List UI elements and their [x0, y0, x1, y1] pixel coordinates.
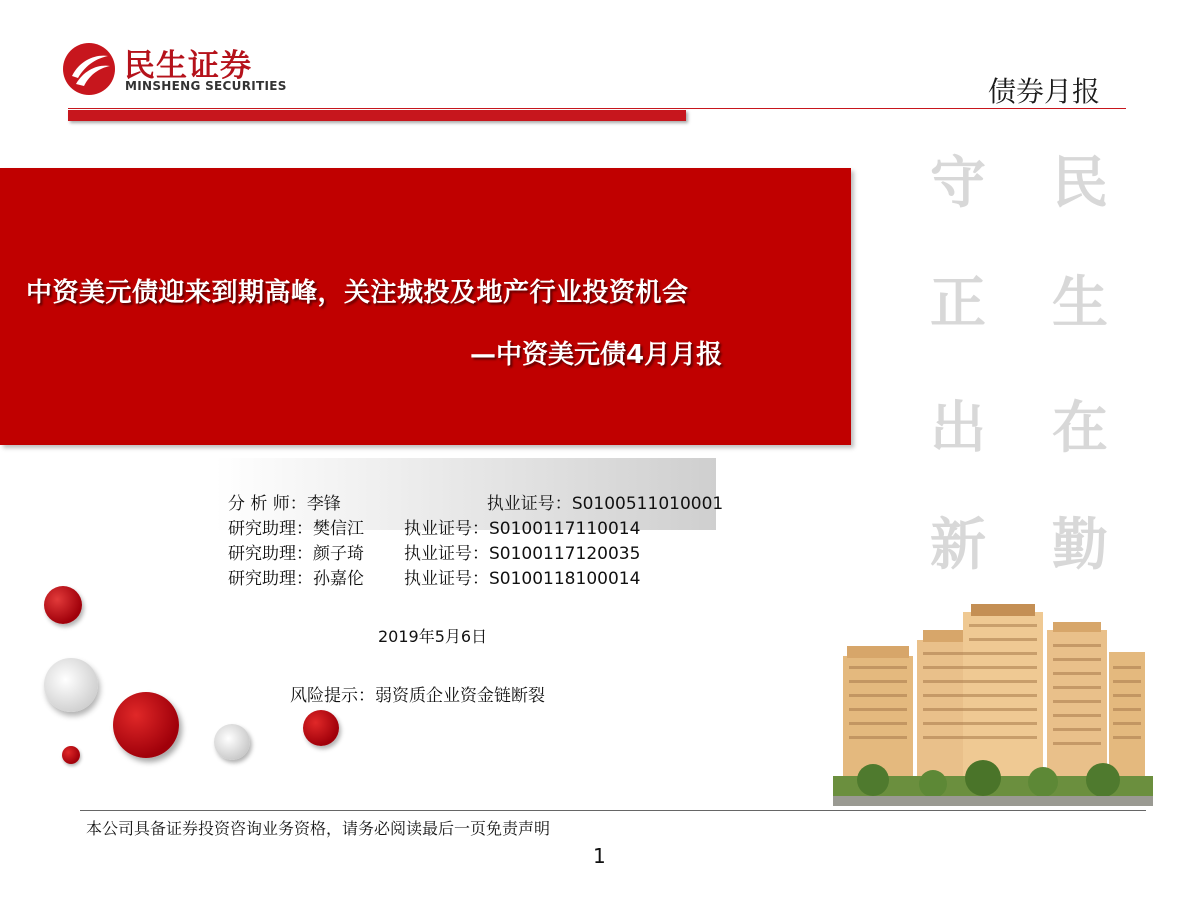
cert-label: 执业证号：: [404, 519, 489, 539]
cert-number: S0100118100014: [489, 569, 641, 589]
decorative-circle: [62, 746, 80, 764]
analyst-role: 研究助理：: [228, 569, 313, 589]
decorative-circle: [44, 586, 82, 624]
motto-char: 出: [930, 395, 986, 461]
motto-char: 民: [1052, 150, 1108, 216]
motto-char: 生: [1052, 270, 1108, 336]
analyst-name: 樊信江: [313, 519, 364, 539]
decorative-circle: [214, 724, 250, 760]
motto-char: 新: [930, 512, 986, 578]
report-subtitle: —中资美元债4月月报: [470, 340, 723, 370]
motto-char: 勤: [1052, 512, 1108, 578]
minsheng-logo-icon: [62, 42, 116, 96]
logo-text-en: MINSHENG SECURITIES: [125, 79, 287, 93]
analyst-name: 李锋: [306, 494, 341, 514]
risk-warning: 风险提示：弱资质企业资金链断裂: [290, 686, 545, 706]
motto-char: 正: [930, 270, 986, 336]
footer-rule: [80, 810, 1146, 811]
headquarters-building-image: [833, 600, 1153, 806]
cert-number: S0100117120035: [489, 544, 641, 564]
motto-char: 守: [930, 150, 986, 216]
decorative-circle: [113, 692, 179, 758]
analyst-name: 颜子琦: [313, 544, 364, 564]
cert-label: 执业证号：: [404, 569, 489, 589]
header-rule-thick: [68, 110, 686, 121]
report-date: 2019年5月6日: [378, 627, 488, 646]
logo-text-cn: 民生证券: [124, 48, 252, 84]
decorative-circle: [303, 710, 339, 746]
page-number: 1: [593, 844, 606, 868]
cert-number: S0100117110014: [489, 519, 641, 539]
report-title: 中资美元债迎来到期高峰，关注城投及地产行业投资机会: [26, 278, 689, 308]
analyst-row: [228, 564, 640, 589]
analyst-role: 研究助理：: [228, 544, 313, 564]
cert-label: 执业证号：: [486, 494, 572, 514]
analyst-row: [228, 539, 640, 564]
analyst-row: [228, 514, 640, 539]
motto-char: 在: [1052, 395, 1108, 461]
decorative-circle: [44, 658, 98, 712]
footer-disclaimer: 本公司具备证券投资咨询业务资格，请务必阅读最后一页免责声明: [86, 819, 551, 838]
analyst-role: 研究助理：: [228, 519, 313, 539]
cert-label: 执业证号：: [404, 544, 489, 564]
header-rule-thin: [68, 108, 1126, 109]
analyst-name: 孙嘉伦: [313, 569, 364, 589]
document-type: 债券月报: [987, 75, 1100, 108]
analyst-row: [228, 489, 723, 514]
cert-number: S0100511010001: [571, 494, 724, 514]
analyst-role: 分 析 师：: [228, 494, 307, 514]
